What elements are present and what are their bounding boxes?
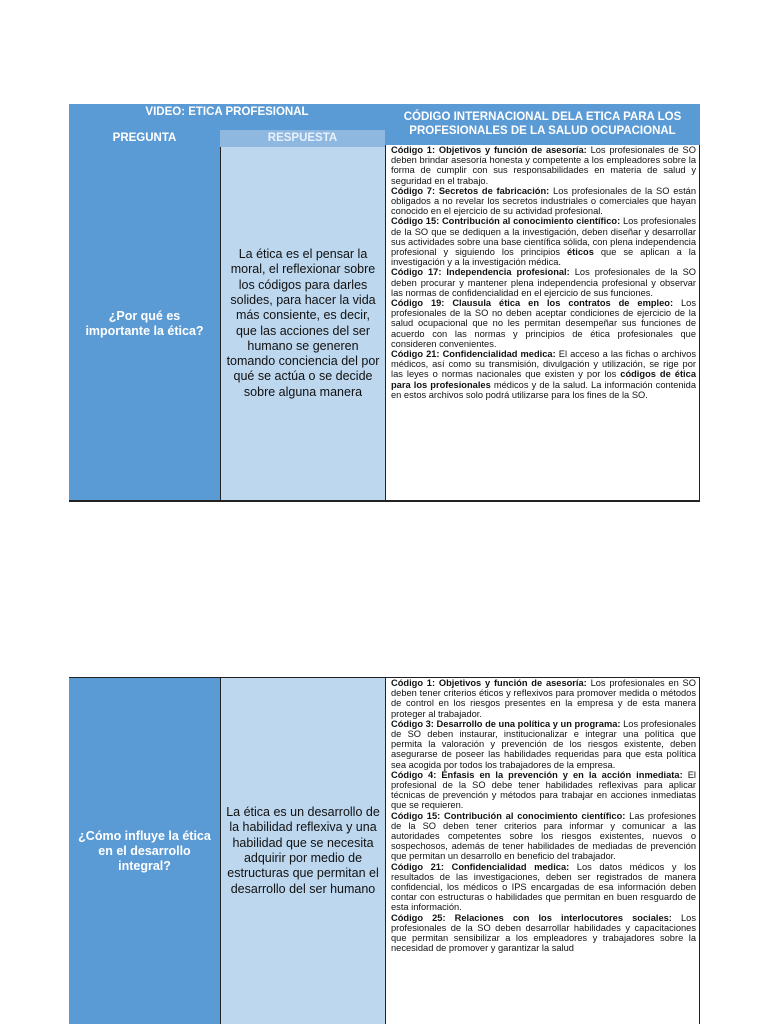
code-entry: Código 15: Contribución al conocimiento científico: Los profesionales de la SO que se dediquen a la investigación, deben diseñar y desarrollar sus actividades sobre una base científica sólida, con plena independencia profesional y siguiendo los principios éticos que se aplican a la investigación y a la investigación médica.: [391, 216, 696, 268]
code-entry: Código 15: Contribución al conocimiento científico: Las profesiones de la SO deben tener criterios para informar y comunicar a las autoridades competentes sobre los riesgos existentes, nuevos o sospechosos, además de tener habilidades de mediadas de prevención que permitan un desarrollo en beneficio del trabajador.: [391, 810, 696, 862]
code-entry: Código 1: Objetivos y función de asesoría: Los profesionales de SO deben brindar asesoría honesta y competente a los empleadores sobre la forma de cumplir con sus responsabilidades en materia de salud y seguridad en el trabajo.: [391, 145, 696, 186]
code-entry: Código 1: Objetivos y función de asesoría: Los profesionales en SO deben tener criterios éticos y reflexivos para promover medida o métodos de control en los riesgos presentes en la empresa y de esta manera proteger al trabajador.: [391, 678, 696, 719]
codes-cell-2: [385, 677, 700, 1024]
answer-text-1: La ética es el pensar la moral, el reflexionar sobre los códigos para darles solides, para hacer la vida más consiente, es decir, que las acciones del ser humano se generen tomando conciencia del por qué se actúa o se decide sobre alguna manera: [226, 247, 380, 399]
code-entry: Código 25: Relaciones con los interlocutores sociales: Los profesionales de la SO deben desarrollar habilidades y capacitaciones que permitan sensibilizar a los empleadores y trabajadores sobre la necesidad de promover y garantizar la salud: [391, 912, 696, 954]
header-pregunta: PREGUNTA: [69, 130, 220, 147]
answer-cell-2: [220, 677, 385, 1024]
header-respuesta: RESPUESTA: [220, 130, 385, 147]
code-entry: Código 21: Confidencialidad medica: Los datos médicos y los resultados de las investigaciones, deben ser registrados de manera confidencial, los médicos o IPS encargadas de esa información deben contar con estructuras o habilidades que permitan en buen resguardo de esta información.: [391, 861, 696, 913]
code-entry: Código 21: Confidencialidad medica: El acceso a las fichas o archivos médicos, así como su transmisión, divulgación y utilización, se rige por las leyes o normas nacionales que existen y por los códigos de ética para los profesionales médicos y de la salud. La información contenida en estos archivos solo podrá utilizarse para los fines de la SO.: [391, 349, 697, 400]
question-cell-2: [69, 677, 220, 1024]
code-entry: Código 7: Secretos de fabricación: Los profesionales de la SO están obligados a no revelar los secretos industriales o comerciales que hayan conocido en el ejercicio de su actividad profesional.: [391, 185, 696, 217]
code-entry: Código 17: Independencia profesional: Los profesionales de la SO deben procurar y mantener plena independencia profesional y observar las normas de confidencialidad en el ejercicio de sus funciones.: [391, 267, 696, 298]
answer-cell-1: [220, 147, 385, 502]
codes-cell-1: [385, 145, 700, 502]
header-video: VIDEO: ETICA PROFESIONAL: [69, 104, 385, 130]
code-entry: Código 3: Desarrollo de una política y un programa: Los profesionales de SO deben instaurar, institucionalizar e integrar una política que permita la valoración y prevención de los riesgos existente, deben asegurarse de poseer las habilidades requeridas para que esta política sea acogida por todos los trabajadores de la empresa.: [391, 718, 696, 770]
answer-text-2: La ética es un desarrollo de la habilidad reflexiva y una habilidad que se necesita adquirir por medio de estructuras que permitan el desarrollo del ser humano: [226, 805, 380, 896]
code-entry: Código 4: Énfasis en la prevención y en la acción inmediata: El profesional de la SO debe tener habilidades reflexivas para aplicar técnicas de prevención y métodos para trabajar en acciones inmediatas que se requieren.: [391, 769, 696, 811]
header-codigo: CÓDIGO INTERNACIONAL DELA ETICA PARA LOS PROFESIONALES DE LA SALUD OCUPACIONAL: [385, 104, 700, 145]
code-entry: Código 19: Clausula ética en los contratos de empleo: Los profesionales de la SO no deben aceptar condiciones de ejercicio de la salud ocupacional que no les permitan desempeñar sus funciones de acuerdo con las normas y principios de ética profesionales que consideren convenientes.: [391, 298, 696, 349]
question-cell-1: [69, 147, 220, 502]
question-text-1: ¿Por qué es importante la ética?: [85, 308, 204, 338]
question-text-2: ¿Cómo influye la ética en el desarrollo integral?: [78, 828, 211, 873]
